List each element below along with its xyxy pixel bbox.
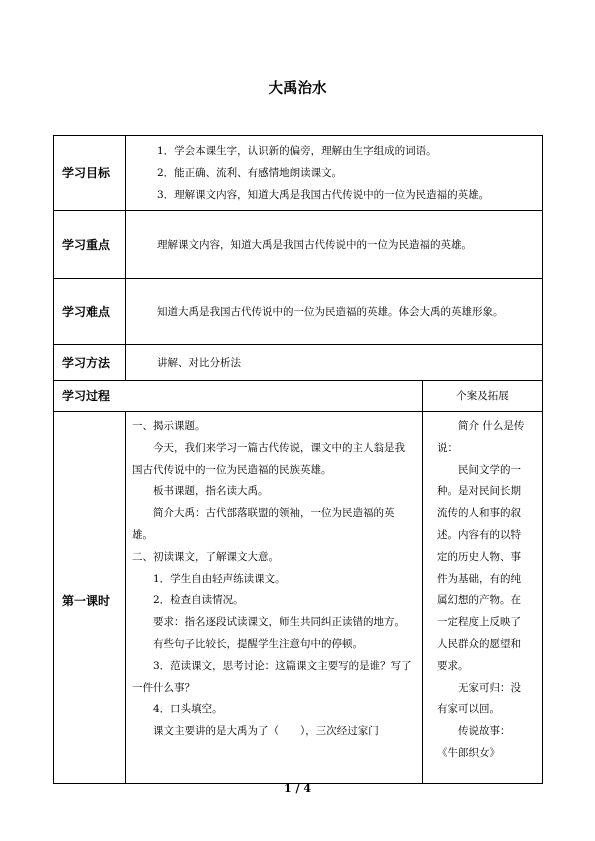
key-points-row	[54, 211, 543, 279]
difficulties-text: 知道大禹是我国古代传说中的一位为民造福的英雄。体会大禹的英雄形象。	[157, 305, 504, 318]
objectives-content	[126, 136, 543, 211]
lesson-paragraph: 1．学生自由轻声练读课文。	[153, 572, 286, 585]
extension-paragraph: 简介 什么是传说：	[437, 420, 525, 454]
extension-paragraph: 传说故事：	[458, 725, 511, 738]
extension-paragraph: 无家可归：没有家可以回。	[437, 681, 521, 716]
methods-text: 讲解、对比分析法	[157, 356, 241, 369]
extension-header: 个案及拓展	[423, 381, 543, 412]
lesson-row	[54, 412, 543, 784]
extension-content	[423, 412, 543, 784]
lesson-paragraph: 课文主要讲的是大禹为了（ ），三次经过家门	[153, 725, 379, 738]
process-header-row	[54, 381, 543, 412]
lesson-paragraph: 有些句子比较长，提醒学生注意句中的停顿。	[153, 637, 363, 650]
lesson-paragraph: 二、初读课文，了解课文大意。	[132, 550, 279, 563]
process-label: 学习过程	[54, 381, 423, 412]
lesson-plan-table	[53, 135, 543, 784]
objective-item: 3．理解课文内容，知道大禹是我国古代传说中的一位为民造福的英雄。	[157, 189, 490, 201]
extension-paragraph: 民间文学的一种。是对民间长期流传的人和事的叙述。内容有的以特定的历史人物、事件为基础，有的纯属幻想的产物。在一定程度上反映了人民群众的愿望和要求。	[437, 463, 521, 672]
page-number: 1 / 4	[284, 782, 311, 795]
objective-item: 2．能正确、流利、有感情地朗读课文。	[157, 167, 343, 179]
lesson-paragraph: 简介大禹：古代部落联盟的领袖，一位为民造福的英雄。	[132, 507, 395, 541]
methods-row	[54, 345, 543, 381]
lesson-main-content	[126, 412, 423, 784]
lesson-paragraph: 要求：指名逐段试读课文，师生共同纠正读错的地方。	[153, 616, 405, 629]
key-points-text: 理解课文内容，知道大禹是我国古代传说中的一位为民造福的英雄。	[157, 238, 472, 251]
lesson-label: 第一课时	[54, 412, 126, 784]
lesson-paragraph: 4．口头填空。	[153, 703, 223, 716]
objective-item: 1．学会本课生字，认识新的偏旁，理解由生字组成的词语。	[157, 145, 437, 157]
lesson-paragraph: 3．范读课文，思考讨论：这篇课文主要写的是谁？写了一件什么事？	[132, 659, 412, 694]
methods-label: 学习方法	[54, 345, 126, 381]
key-points-label: 学习重点	[54, 211, 126, 279]
objectives-label: 学习目标	[54, 136, 126, 211]
lesson-paragraph: 2．检查自读情况。	[153, 594, 244, 607]
extension-paragraph: 《牛郎织女》	[437, 746, 500, 759]
lesson-paragraph: 板书课题，指名读大禹。	[153, 485, 269, 498]
objectives-row	[54, 136, 543, 211]
difficulties-label: 学习难点	[54, 279, 126, 345]
lesson-paragraph: 一、揭示课题。	[132, 420, 206, 432]
difficulties-row	[54, 279, 543, 345]
document-title: 大禹治水	[268, 81, 327, 97]
lesson-paragraph: 今天，我们来学习一篇古代传说，课文中的主人翁是我国古代传说中的一位为民造福的民族英雄。	[132, 441, 405, 476]
